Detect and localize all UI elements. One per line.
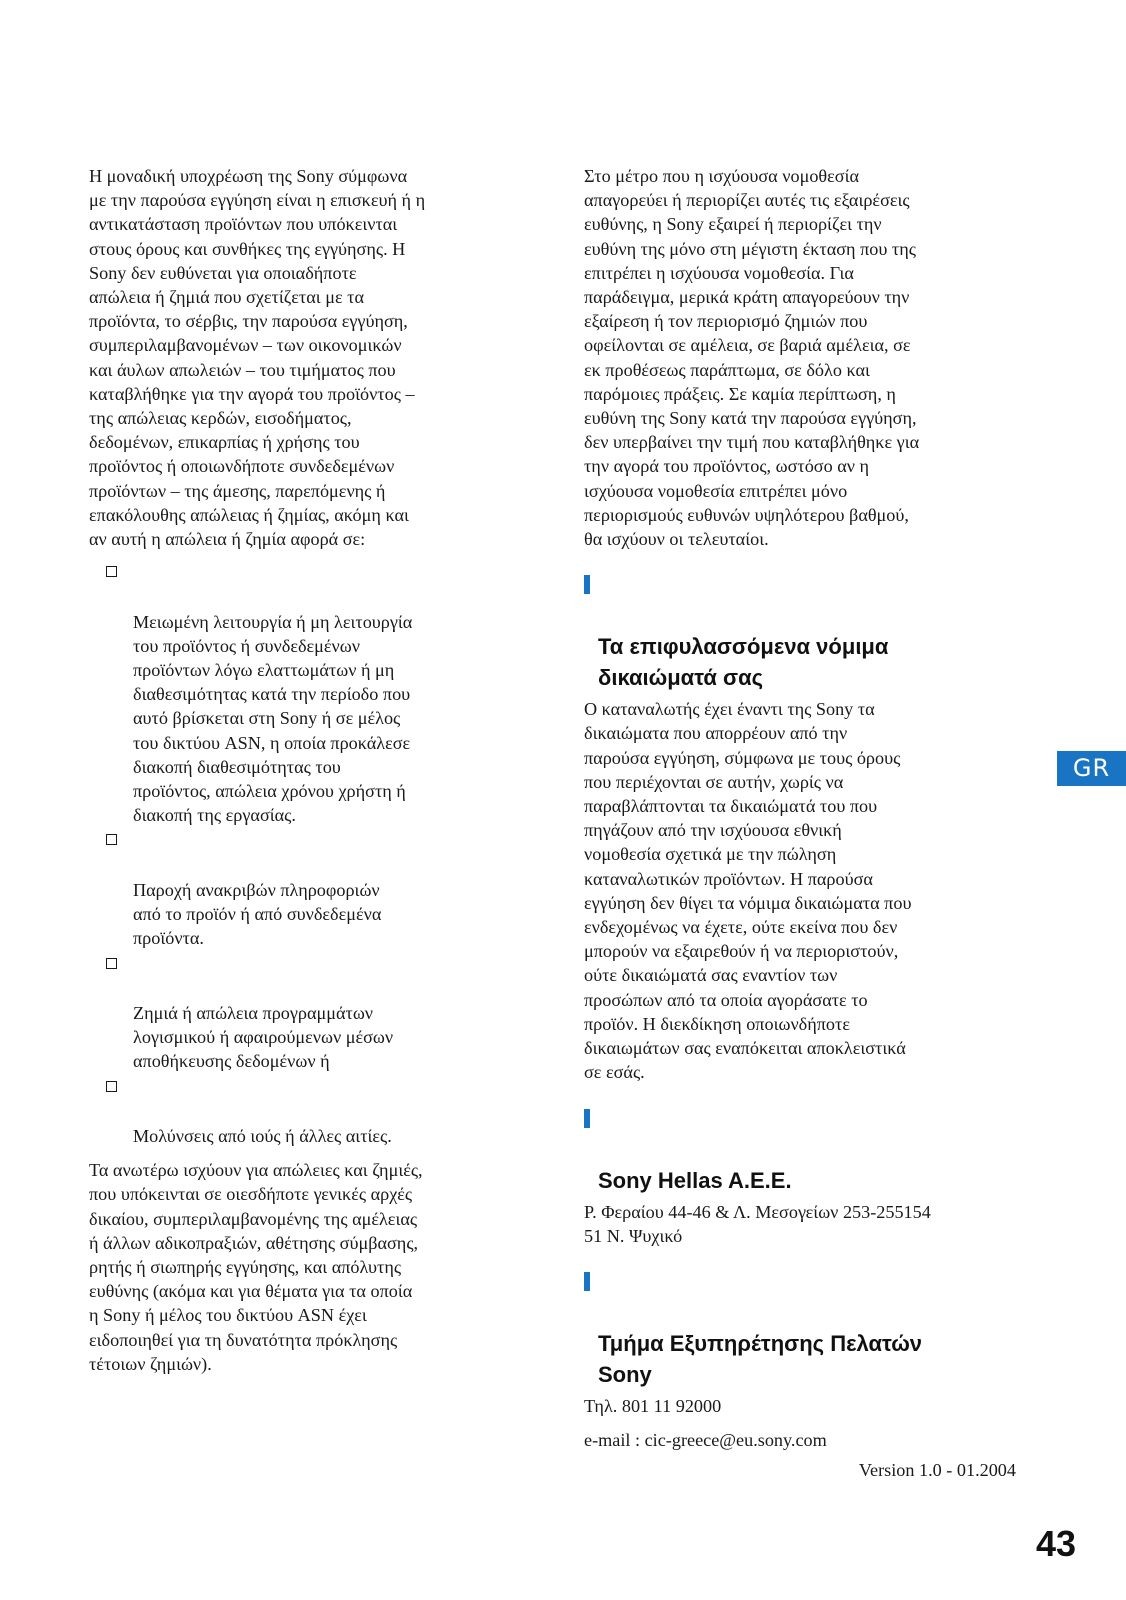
rights-heading-text: Τα επιφυλασσόμενα νόμιμα δικαιώματά σας	[598, 634, 889, 691]
checkbox-bullet-icon	[106, 566, 117, 577]
hellas-heading-text: Sony Hellas A.E.E.	[598, 1167, 792, 1193]
hellas-address: Ρ. Φεραίου 44-46 & Λ. Μεσογείων 253-255154 51 Ν. Ψυχικό	[584, 1201, 931, 1246]
list-item-text: Μολύνσεις από ιούς ή άλλες αιτίες.	[133, 1125, 392, 1146]
service-phone: Τηλ. 801 11 92000	[584, 1395, 722, 1416]
language-tab: GR	[1057, 751, 1126, 786]
version-label: Version 1.0 - 01.2004	[858, 1460, 1016, 1481]
list-item-text: Ζημιά ή απώλεια προγραμμάτων λογισμικού ή αφαιρούμενων μέσων αποθήκευσης δεδομένων ή	[133, 1002, 394, 1072]
service-email: e-mail : cic-greece@eu.sony.com	[584, 1430, 827, 1451]
list-item	[133, 561, 519, 827]
list-item-text: Παροχή ανακριβών πληροφοριών από το προϊόν ή από συνδεδεμένα προϊόντα.	[133, 879, 382, 949]
checkbox-bullet-icon	[106, 1081, 117, 1092]
checkbox-bullet-icon	[106, 834, 117, 845]
legal-limits-paragraph: Στο μέτρο που η ισχύουσα νομοθεσία απαγορεύει ή περιορίζει αυτές τις εξαιρέσεις ευθύνης, η Sony εξαιρεί ή περιορίζει την ευθύνη της μόνο στη μέγιστη έκταση που της επιτρέπει η ισχύουσα νομοθεσία. Για παράδειγμα, μερικά κράτη απαγορεύουν την εξαίρεση ή τον περιορισμό ζημιών που οφείλονται σε αμέλεια, σε βαριά αμέλεια, σε εκ προθέσεως παράπτωμα, σε δόλο και παρόμοιες πράξεις. Σε καμία περίπτωση, η ευθύνη της Sony κατά την παρούσα εγγύηση, δεν υπερβαίνει την τιμή που καταβλήθηκε για την αγορά του προϊόντος, ωστόσο αν η ισχύουσα νομοθεσία επιτρέπει μόνο περιορισμούς ευθυνών υψηλότερου βαθμού, θα ισχύουν οι τελευταίοι.	[584, 166, 920, 550]
checkbox-bullet-icon	[106, 958, 117, 969]
left-column	[89, 164, 519, 1376]
list-item	[133, 829, 519, 950]
section-bar-icon	[584, 1109, 590, 1128]
service-heading-text: Τμήμα Εξυπηρέτησης Πελατών Sony	[598, 1330, 923, 1387]
section-bar-icon	[584, 1272, 590, 1291]
liability-intro-paragraph: Η μοναδική υποχρέωση της Sony σύμφωνα με την παρούσα εγγύηση είναι η επισκευή ή η αντικατάσταση προϊόντων που υπόκεινται στους όρους και συνθήκες της εγγύησης. Η Sony δεν ευθύνεται για οποιαδήποτε απώλεια ή ζημιά που σχετίζεται με τα προϊόντα, το σέρβις, την παρούσα εγγύηση, συμπεριλαμβανομένων – των οικονομικών και άυλων απωλειών – του τιμήματος που καταβλήθηκε για την αγορά του προϊόντος – της απώλειας κερδών, εισοδήματος, δεδομένων, επικαρπίας ή χρήσης του προϊόντος ή οποιωνδήποτε συνδεδεμένων προϊόντων – της άμεσης, παρεπόμενης ή επακόλουθης απώλειας ή ζημίας, ακόμη και αν αυτή η απώλεια ή ζημία αφορά σε:	[89, 166, 426, 550]
service-section-heading	[584, 1266, 1016, 1390]
loss-types-list	[89, 561, 519, 1148]
hellas-section-heading	[584, 1103, 1016, 1196]
list-item-text: Μειωμένη λειτουργία ή μη λειτουργία του προϊόντος ή συνδεδεμένων προϊόντων λόγω ελαττωμάτων ή μη διαθεσιμότητας κατά την περίοδο που αυτό βρίσκεται στη Sony ή σε μέλος του δικτύου ASN, η οποία προκάλεσε διακοπή διαθεσιμότητας του προϊόντος, απώλεια χρόνου χρήστη ή διακοπή της εργασίας.	[133, 611, 413, 826]
liability-closing-paragraph: Τα ανωτέρω ισχύουν για απώλειες και ζημιές, που υπόκεινται σε οιεσδήποτε γενικές αρχές δικαίου, συμπεριλαμβανομένης της αμέλειας ή άλλων αδικοπραξιών, αθέτησης σύμβασης, ρητής ή σιωπηρής εγγύησης, και απόλυτης ευθύνης (ακόμα και για θέματα για τα οποία η Sony ή μέλος του δικτύου ASN έχει ειδοποιηθεί για τη δυνατότητα πρόκλησης τέτοιων ζημιών).	[89, 1160, 423, 1374]
rights-paragraph: Ο καταναλωτής έχει έναντι της Sony τα δικαιώματα που απορρέουν από την παρούσα εγγύηση, σύμφωνα με τους όρους που περιέχονται σε αυτήν, χωρίς να παραβλάπτονται τα δικαιώματά του που πηγάζουν από την ισχύουσα εθνική νομοθεσία σχετικά με την πώληση καταναλωτικών προϊόντων. Η παρούσα εγγύηση δεν θίγει τα νόμιμα δικαιώματα που ενδεχομένως να έχετε, ούτε εκείνα που δεν μπορούν να εξαιρεθούν ή να περιοριστούν, ούτε δικαιώματά σας εναντίον των προσώπων από τα οποία αγοράσατε το προϊόν. Η διεκδίκηση οποιωνδήποτε δικαιωμάτων σας εναπόκειται αποκλειστικά σε εσάς.	[584, 699, 912, 1083]
page-number: 43	[1035, 1523, 1076, 1564]
list-item	[133, 953, 519, 1074]
section-bar-icon	[584, 575, 590, 594]
right-column	[584, 164, 1016, 1483]
rights-section-heading	[584, 569, 1016, 693]
list-item	[133, 1076, 519, 1149]
